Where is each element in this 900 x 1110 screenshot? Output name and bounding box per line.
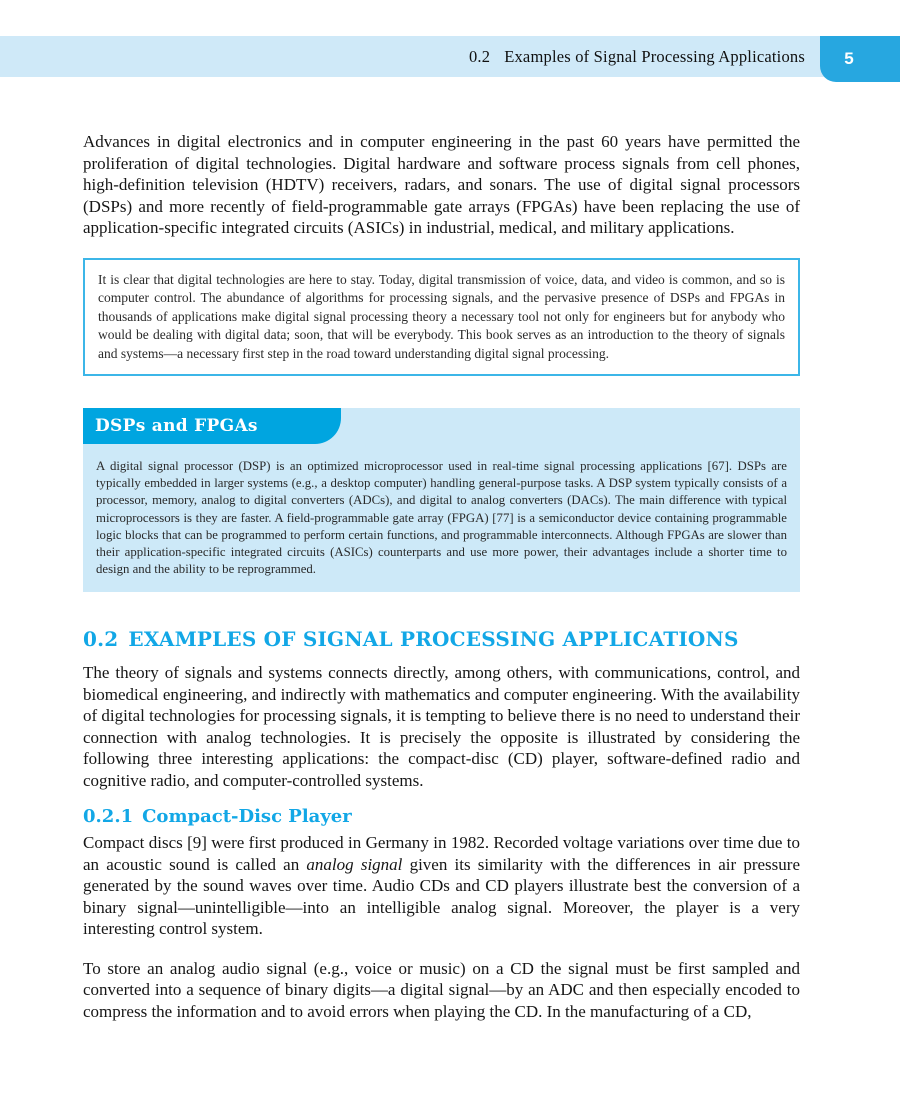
subsection-heading bbox=[83, 806, 800, 827]
page-number: 5 bbox=[844, 49, 854, 68]
subsection-paragraph-part3: given its similarity with the differences in air pressure generated by the sound waves over time. Audio CDs and CD players illustrate best the conversion of a binary signal—unintelligible—into an intelligible analog signal. Moreover, the player is a very interesting control system. bbox=[83, 854, 800, 939]
dsp-fpga-callout bbox=[83, 408, 800, 592]
callout-title-tab bbox=[83, 408, 341, 444]
section-heading bbox=[83, 627, 800, 651]
section-number: 0.2 bbox=[83, 627, 119, 652]
analog-signal-italic-term: analog signal bbox=[306, 854, 403, 874]
subsection-paragraph-part1: Compact discs [9] were first produced in Germany in 1982. Recorded voltage variations over time due to an acoustic sound is called an bbox=[83, 833, 800, 874]
callout-title: DSPs and FPGAs bbox=[95, 416, 258, 436]
subsection-title: Compact-Disc Player bbox=[142, 806, 352, 828]
callout-body: A digital signal processor (DSP) is an optimized microprocessor used in real-time signal processing applications [67]. DSPs are typically embedded in larger systems (e.g., a desktop computer) handling general-purpose tasks. A DSP system typically consists of a processor, memory, analog to digital converters (ADCs), and digital to analog converters (DACs). The main difference with typical microprocessors is they are faster. A field-programmable gate array (FPGA) [77] is a semiconductor device containing programmable logic blocks that can be programmed to perform certain functions, and programmable interconnects. Although FPGAs are slower than their application-specific integrated circuits (ASICs) counterparts and use more power, their advantages include a shorter time to design and the ability to be reprogrammed. bbox=[96, 459, 787, 577]
subsection-paragraph-2: To store an analog audio signal (e.g., voice or music) on a CD the signal must be first sampled and converted into a sequence of binary digits—a digital signal—by an ADC and then especially encoded to compress the information and to avoid errors when playing the CD. In the manufacturing of a CD, bbox=[83, 958, 800, 1021]
section-paragraph: The theory of signals and systems connects directly, among others, with communications, control, and biomedical engineering, and indirectly with mathematics and computer engineering. With the availability of digital technologies for processing signals, it is tempting to believe there is no need to understand their connection with analog technologies. It is precisely the opposite is illustrated by considering the following three interesting applications: the compact-disc (CD) player, software-defined radio and cognitive radio, and computer-controlled systems. bbox=[83, 663, 800, 790]
section-title: EXAMPLES OF SIGNAL PROCESSING APPLICATIONS bbox=[128, 627, 739, 652]
running-head-title: Examples of Signal Processing Applications bbox=[504, 46, 805, 66]
subsection-paragraph bbox=[83, 832, 800, 940]
key-concept-box bbox=[83, 258, 800, 377]
page-number-tab bbox=[820, 36, 900, 82]
subsection-number: 0.2.1 bbox=[83, 806, 134, 828]
page-content bbox=[83, 0, 800, 1022]
key-concept-text: It is clear that digital technologies are here to stay. Today, digital transmission of voice, data, and video is common, and so is computer control. The abundance of algorithms for processing signals, and the pervasive presence of DSPs and FPGAs in thousands of applications make digital signal processing theory a necessary tool not only for engineers but for anybody who would be dealing with digital data; soon, that will be everybody. This book serves as an introduction to the theory of signals and systems—a necessary first step in the road toward understanding digital signal processing. bbox=[98, 271, 785, 361]
intro-paragraph: Advances in digital electronics and in computer engineering in the past 60 years have permitted the proliferation of digital technologies. Digital hardware and software process signals from cell phones, high-definition television (HDTV) receivers, radars, and sonars. The use of digital signal processors (DSPs) and more recently of field-programmable gate arrays (FPGAs) have been replacing the use of application-specific integrated circuits (ASICs) in industrial, medical, and military applications. bbox=[83, 132, 800, 237]
running-head-section-number: 0.2 bbox=[468, 46, 491, 66]
